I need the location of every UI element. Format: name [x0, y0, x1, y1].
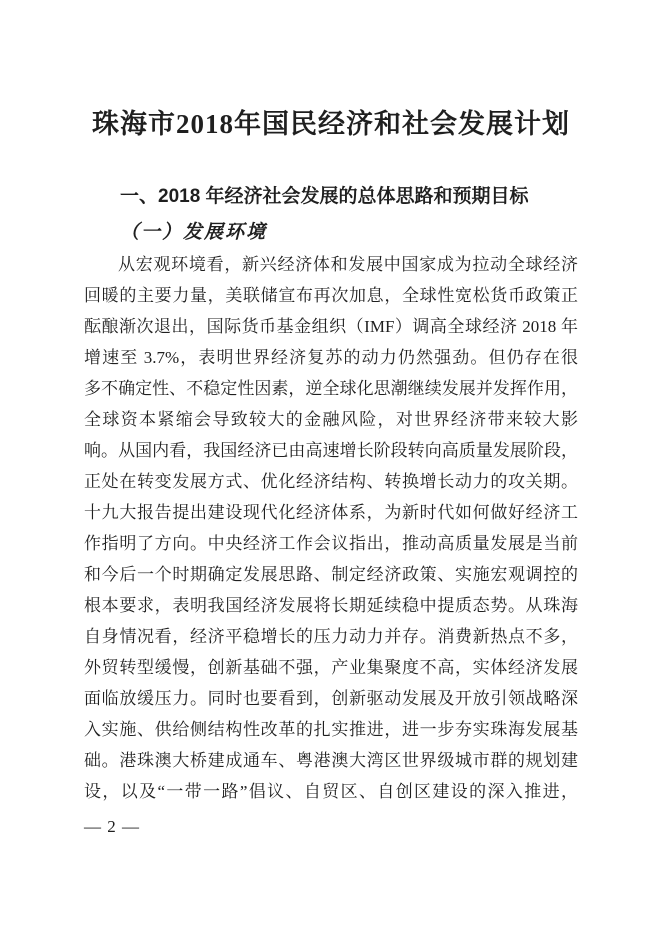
- paragraph-line: 响。从国内看，我国经济已由高速增长阶段转向高质量发展阶段，: [84, 441, 578, 460]
- paragraph-line: 全球资本紧缩会导致较大的金融风险，对世界经济带来较大影: [84, 410, 578, 429]
- paragraph-line: 根本要求，表明我国经济发展将长期延续稳中提质态势。从珠海: [84, 596, 578, 615]
- paragraph-line: 和今后一个时期确定发展思路、制定经济政策、实施宏观调控的: [84, 565, 578, 584]
- paragraph-line: 多不确定性、不稳定性因素，逆全球化思潮继续发展并发挥作用，: [84, 379, 578, 398]
- page-number: — 2 —: [84, 817, 140, 836]
- subsection-heading: （一）发展环境: [120, 222, 268, 243]
- paragraph-line: 面临放缓压力。同时也要看到，创新驱动发展及开放引领战略深: [84, 689, 578, 708]
- paragraph-line: 入实施、供给侧结构性改革的扎实推进，进一步夯实珠海发展基: [84, 720, 578, 739]
- paragraph-line: 回暖的主要力量，美联储宣布再次加息，全球性宽松货币政策正: [84, 286, 578, 305]
- paragraph-line: 十九大报告提出建设现代化经济体系，为新时代如何做好经济工: [84, 503, 578, 522]
- paragraph-line: 增速至 3.7%，表明世界经济复苏的动力仍然强劲。但仍存在很: [84, 348, 578, 367]
- page-title: 珠海市2018年国民经济和社会发展计划: [92, 109, 570, 139]
- paragraph-line: 础。港珠澳大桥建成通车、粤港澳大湾区世界级城市群的规划建: [84, 751, 578, 770]
- section-heading: 一、2018 年经济社会发展的总体思路和预期目标: [120, 186, 529, 207]
- paragraph-line: 外贸转型缓慢，创新基础不强，产业集聚度不高，实体经济发展: [84, 658, 578, 677]
- paragraph-line: 作指明了方向。中央经济工作会议指出，推动高质量发展是当前: [84, 534, 578, 553]
- paragraph-line: 自身情况看，经济平稳增长的压力动力并存。消费新热点不多，: [84, 627, 578, 646]
- paragraph-line: 设，以及“一带一路”倡议、自贸区、自创区建设的深入推进，: [84, 782, 578, 801]
- paragraph-line: 酝酿渐次退出，国际货币基金组织（IMF）调高全球经济 2018 年: [84, 317, 578, 336]
- paragraph-line: 从宏观环境看，新兴经济体和发展中国家成为拉动全球经济: [118, 255, 578, 274]
- paragraph-line: 正处在转变发展方式、优化经济结构、转换增长动力的攻关期。: [84, 472, 578, 491]
- body-paragraph: [84, 249, 578, 807]
